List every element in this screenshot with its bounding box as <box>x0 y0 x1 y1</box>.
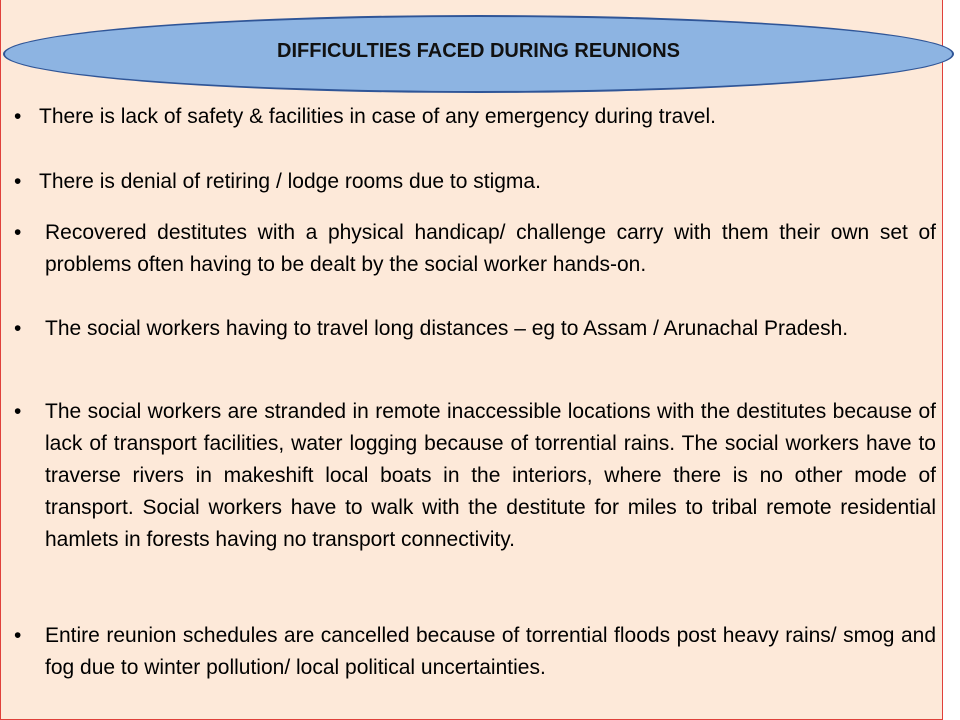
bullet-marker: • <box>14 317 22 340</box>
bullet-marker: • <box>14 221 22 244</box>
bullet-text: There is denial of retiring / lodge rooms due to stigma. <box>39 170 541 193</box>
title-banner <box>3 15 954 93</box>
bullet-text: Entire reunion schedules are cancelled because of torrential floods post heavy rains/ smog and fog due to winter pollution/ local political uncertainties. <box>45 624 936 679</box>
slide-title: DIFFICULTIES FACED DURING REUNIONS <box>277 39 680 62</box>
bullet-text: The social workers are stranded in remote inaccessible locations with the destitutes because of lack of transport facilities, water logging because of torrential rains. The social workers have to traverse rivers in makeshift local boats in the interiors, where there is no other mode of transport. Social workers have to walk with the destitute for miles to tribal remote residential hamlets in forests having no transport connectivity. <box>45 400 936 551</box>
bullet-text: Recovered destitutes with a physical handicap/ challenge carry with them their own set of problems often having to be dealt by the social worker hands-on. <box>45 221 936 276</box>
bullet-marker: • <box>14 170 22 193</box>
bullet-marker: • <box>14 400 22 423</box>
bullet-text: There is lack of safety & facilities in case of any emergency during travel. <box>39 105 716 128</box>
bullet-text: The social workers having to travel long distances – eg to Assam / Arunachal Pradesh. <box>45 317 849 340</box>
bullet-marker: • <box>14 105 22 128</box>
bullet-marker: • <box>14 624 22 647</box>
